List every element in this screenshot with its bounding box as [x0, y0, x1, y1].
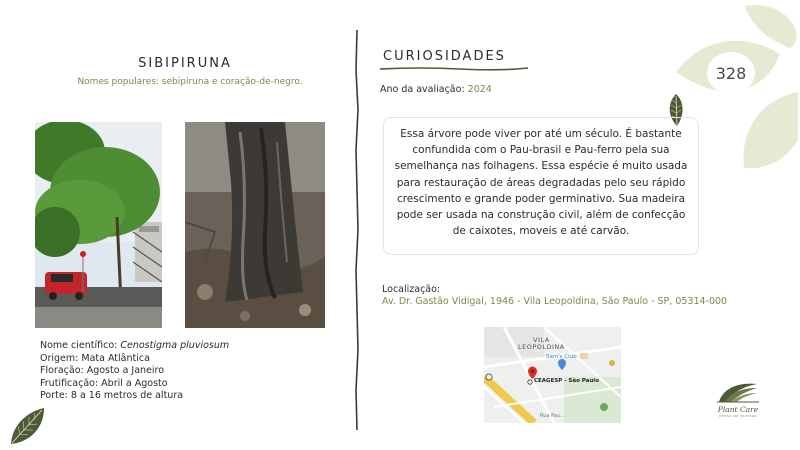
tree-number-badge: 328: [707, 52, 755, 94]
logo-tagline: censo de plantas: [719, 414, 757, 418]
tree-photo: [35, 122, 162, 328]
location-label: Localização:: [382, 284, 441, 295]
scientific-name-line: [40, 340, 229, 353]
map-district-line2: LEOPOLDINA: [518, 343, 565, 351]
evaluation-year: [380, 84, 492, 95]
evaluation-year-value: 2024: [467, 84, 492, 95]
title-underline: [380, 66, 528, 72]
map-district-line1: VILA: [533, 336, 550, 344]
flowering: Floração: Agosto a Janeiro: [40, 365, 165, 377]
scientific-name-label: Nome científico:: [40, 340, 121, 351]
trunk-photo: [185, 122, 325, 328]
map-district-label: [518, 337, 565, 351]
scientific-name: Cenostigma pluviosum: [120, 340, 230, 351]
plant-care-logo-icon: [715, 380, 761, 404]
leaf-icon: [8, 406, 46, 446]
map-street-label: Rua Pau...: [540, 413, 565, 419]
curiosity-text: Essa árvore pode viver por até um século. É bastante confundida com o Pau-brasil e Pau-ferro pela sua semelhança nas folhagens. Essa espécie é muito usada para restauração de áreas degradadas pelo seu rápido crescimento e grande poder germinativo. Sua madeira pode ser usada na construção civil, além de confecção de caixotes, moveis e até carvão.: [383, 117, 699, 255]
logo-name: Plant Care: [717, 405, 759, 414]
evaluation-year-label: Ano da avaliação:: [380, 84, 468, 95]
popular-names: Nomes populares: sebipiruna e coração-de-negro.: [77, 77, 303, 87]
location-address: Av. Dr. Gastão Vidigal, 1946 - Vila Leopoldina, São Paulo - SP, 05314-000: [382, 296, 728, 307]
species-facts: [40, 340, 229, 403]
species-title: SIBIPIRUNA: [138, 56, 232, 71]
curiosities-title: CURIOSIDADES: [383, 49, 506, 64]
column-divider: [350, 30, 364, 430]
plant-care-logo: [706, 380, 770, 424]
origin: Origem: Mata Atlântica: [40, 352, 150, 364]
map-poi-ceagesp: CEAGESP - São Paulo: [534, 378, 599, 384]
size: Porte: 8 a 16 metros de altura: [40, 390, 184, 402]
fruiting: Frutificação: Abril a Agosto: [40, 377, 168, 389]
map-poi-sams-club: Sam's Club: [546, 354, 577, 360]
location-map[interactable]: [484, 327, 621, 423]
